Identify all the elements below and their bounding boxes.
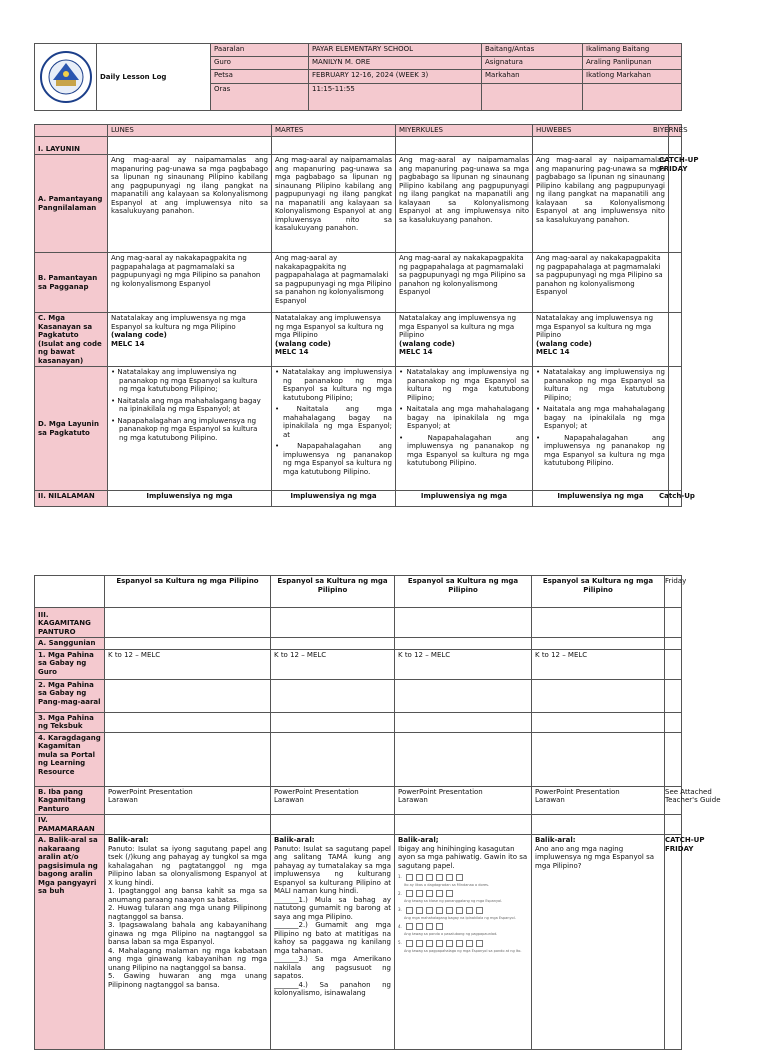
content-cell: Ang mag-aaral ay nakakapagpakita ng pagpapahalaga at pagmamalaki sa pagpupunyagi ng mga Pilipino sa panahon ng kolonyalismong Espanyol (533, 253, 669, 313)
puzzle-row: 1. (398, 873, 528, 882)
row-label: A. Balik-aral sa nakaraang aralin at/o pagsisimula ng bagong aralin Mga pangyayri sa buh (35, 835, 105, 1050)
content-cell: Ang mag-aaral ay naipamamalas ang mapanuring pag-unawa sa mga pagbabago sa lipunan ng sinaunang Pilipino kabilang ang pagpupunyagi ng ilang pangkat na mapanatili ang kalayaan sa Kolonyalismong Espanyol at ang impluwensya nito sa kasalukuyang panahon. (396, 155, 533, 253)
content-cell: K to 12 – MELC (271, 649, 395, 679)
row-label: B. Iba pang Kagamitang Panturo (35, 786, 105, 815)
list-item: • Naitatala ang mga mahahalagang bagay na ipinakilala ng mga Espanyol; at (399, 405, 529, 430)
catchup-cell: CATCH-UP FRIDAY (669, 155, 682, 253)
header-value: Araling Panlipunan (583, 57, 682, 70)
list-item: • Napapahalagahan ang impluwensya ng pananakop ng mga Espanyol sa kultura ng mga katutubong Pilipino. (536, 433, 665, 467)
section-title: I. LAYUNIN (35, 137, 108, 155)
content-cell: Espanyol sa Kultura ng mga Pilipino (395, 576, 532, 608)
day-header: LUNES (108, 125, 272, 137)
row-label: B. Pamantayan sa Pagganap (35, 253, 108, 313)
header-label: Guro (211, 57, 309, 70)
thursday-activity: Balik-aral: Ano ano ang mga naging impluwensya ng mga Espanyol sa mga Pilipino? (532, 835, 665, 1050)
section-title: III. KAGAMITANG PANTURO (35, 608, 105, 638)
content-cell (272, 367, 396, 491)
content-cell: Espanyol sa Kultura ng mga Pilipino (105, 576, 271, 608)
header-label (482, 83, 583, 110)
day-header: MIYERKULES (396, 125, 533, 137)
content-cell: Impluwensiya ng mga (272, 491, 396, 507)
list-item: • Natatalakay ang impluwensiya ng pananakop ng mga Espanyol sa kultura ng mga katutubong Pilipino; (111, 368, 258, 393)
content-cell: Ang mag-aaral ay naipamamalas ang mapanuring pag-unawa sa mga pagbabago sa lipunan ng sinaunang Pilipino kabilang ang pagpupunyagi ng ilang pangkat na mapanatili ang kalayaan sa Kolonyalismong Espanyol at ang impluwensya nito sa kasalukuyang panahon. (108, 155, 272, 253)
content-cell: PowerPoint Presentation Larawan (105, 786, 271, 815)
list-item: • Natatalakay ang impluwensiya ng pananakop ng mga Espanyol sa kultura ng mga katutubong Pilipino; (399, 368, 529, 402)
content-cell: Natatalakay ang impluwensya ng mga Espanyol sa kultura ng mga Pilipino (walang code) MELC 14 (272, 313, 396, 367)
row-label: D. Mga Layunin sa Pagkatuto (35, 367, 108, 491)
content-cell (533, 367, 669, 491)
day-header: HUWEBES (533, 125, 669, 137)
content-cell: Impluwensiya ng mga (108, 491, 272, 507)
catchup-cell: CATCH-UP FRIDAY (665, 835, 682, 1050)
header-value: MANILYN M. ORE (309, 57, 482, 70)
content-cell: Ang mag-aaral ay nakakapagpakita ng pagpapahalaga at pagmamalaki sa pagpupunyagi ng mga Pilipino sa panahon ng kolonyalismong Espanyol (108, 253, 272, 313)
header-label: Baitang/Antas (482, 44, 583, 57)
lesson-objectives-table: LUNES MARTES MIYERKULES HUWEBES BIYERNES I. LAYUNIN A. Pamantayang Pangnilalaman Ang mag-aaral ay naipamamalas ang mapanuring pag-unawa sa mga pagbabago sa lipunan ng sinaunang Pilipino kabilang ang pagpupunyagi ng ilang pangkat na mapanatili ang kalayaan sa Kolonyalismong Espanyol at ang impluwensya nito sa kasalukuyang panahon. Ang mag-aaral ay naipamamalas ang mapanuring pag-unawa sa mga pagbabago sa lipunan ng sinaunang Pilipino kabilang ang pagpupunyagi ng ilang pangkat na mapanatili ang kalayaan sa Kolonyalismong Espanyol at ang impluwensya nito sa kasalukuyang panahon. Ang mag-aaral ay naipamamalas ang mapanuring pag-unawa sa mga pagbabago sa lipunan ng sinaunang Pilipino kabilang ang pagpupunyagi ng ilang pangkat na mapanatili ang kalayaan sa Kolonyalismong Espanyol at ang impluwensya nito sa kasalukuyang panahon. Ang mag-aaral ay naipamamalas ang mapanuring pag-unawa sa mga pagbabago sa lipunan ng sinaunang Pilipino kabilang ang pagpupunyagi ng ilang pangkat na mapanatili ang kalayaan sa Kolonyalismong Espanyol at ang impluwensya nito sa kasalukuyang panahon. CATCH-UP FRIDAY B. Pamantayan sa Pagganap Ang mag-aaral ay nakakapagpakita ng pagpapahalaga at pagmamalaki sa pagpupunyagi ng mga Pilipino sa panahon ng kolonyalismong Espanyol Ang mag-aaral ay nakakapagpakita ng pagpapahalaga at pagmamalaki sa pagpupunyagi ng mga Pilipino sa panahon ng kolonyalismong Espanyol Ang mag-aaral ay nakakapagpakita ng pagpapahalaga at pagmamalaki sa pagpupunyagi ng mga Pilipino sa panahon ng kolonyalismong Espanyol Ang mag-aaral ay nakakapagpakita ng pagpapahalaga at pagmamalaki sa pagpupunyagi ng mga Pilipino sa panahon ng kolonyalismong Espanyol C. Mga Kasanayan sa Pagkatuto (Isulat ang code ng bawat kasanayan) Natatalakay ang impluwensya ng mga Espanyol sa kultura ng mga Pilipino (walang code) MELC 14 Natatalakay ang impluwensya ng mga Espanyol sa kultura ng mga Pilipino (walang code) MELC 14 Natatalakay ang impluwensya ng mga Espanyol sa kultura ng mga Pilipino (walang code) MELC 14 Natatalakay ang impluwensya ng mga Espanyol sa kultura ng mga Pilipino (walang code) MELC 14 D. Mga Layunin sa Pagkatuto • Natatalakay ang impluwensiya ng pananakop ng mga Espanyol sa kultura ng mga katutubong Pilipino; • Naitatala ang mga mahahalagang bagay na ipinakilala ng mga Espanyol; at • Napapahalagahan ang impluwensya ng pananakop ng mga Espanyol sa kultura ng mga katutubong Pilipino. • Natatalakay ang impluwensiya ng pananakop ng mga Espanyol sa kultura ng mga katutubong Pilipino; • Naitatala ang mga mahahalagang bagay na ipinakilala ng mga Espanyol; at • Napapahalagahan ang impluwensya ng pananakop ng mga Espanyol sa kultura ng mga katutubong Pilipino. • Natatalakay ang impluwensiya ng pananakop ng mga Espanyol sa kultura ng mga katutubong Pilipino; • Naitatala ang mga mahahalagang bagay na ipinakilala ng mga Espanyol; at • Napapahalagahan ang impluwensya ng pananakop ng mga Espanyol sa kultura ng mga katutubong Pilipino. • Natatalakay ang impluwensiya ng pananakop ng mga Espanyol sa kultura ng mga katutubong Pilipino; • Naitatala ang mga mahahalagang bagay na ipinakilala ng mga Espanyol; at • Napapahalagahan ang impluwensya ng pananakop ng mga Espanyol sa kultura ng mga katutubong Pilipino. II. NILALAMAN Impluwensiya ng mga Impluwensiya ng mga Impluwensiya ng mga Impluwensiya ng mga Catch-Up (34, 124, 682, 507)
list-item: • Naitatala ang mga mahahalagang bagay na ipinakilala ng mga Espanyol; at (111, 396, 261, 413)
content-cell: Ang mag-aaral ay nakakapagpakita ng pagpapahalaga at pagmamalaki sa pagpupunyagi ng mga Pilipino sa panahon ng kolonyalismong Espanyol (396, 253, 533, 313)
content-cell: Ang mag-aaral ay nakakapagpakita ng pagpapahalaga at pagmamalaki sa pagpupunyagi ng mga Pilipino sa panahon ng kolonyalismong Espanyol (272, 253, 396, 313)
content-cell (108, 367, 272, 491)
content-cell: Espanyol sa Kultura ng mga Pilipino (532, 576, 665, 608)
puzzle-row: 4. (398, 923, 528, 932)
list-item: • Naitatala ang mga mahahalagang bagay na ipinakilala ng mga Espanyol; at (536, 405, 665, 430)
day-header: BIYERNES (669, 125, 682, 137)
materials-procedure-table: Espanyol sa Kultura ng mga Pilipino Espanyol sa Kultura ng mga Pilipino Espanyol sa Kultura ng mga Pilipino Espanyol sa Kultura ng mga Pilipino Friday III. KAGAMITANG PANTURO A. Sanggunian 1. Mga Pahina sa Gabay ng Guro K to 12 – MELC K to 12 – MELC K to 12 – MELC K to 12 – MELC 2. Mga Pahina sa Gabay ng Pang-mag-aaral 3. Mga Pahina ng Teksbuk 4. Karagdagang Kagamitan mula sa Portal ng Learning Resource B. Iba pang Kagamitang Panturo PowerPoint Presentation Larawan PowerPoint Presentation Larawan PowerPoint Presentation Larawan PowerPoint Presentation Larawan See Attached Teacher's Guide IV. PAMAMARAAN A. Balik-aral sa nakaraang aralin at/o pagsisimula ng bagong aralin Mga pangyayri sa buh Balik-aral: Panuto: Isulat sa iyong sagutang papel ang tsek (/)kung ang pahayag ay tungkol sa mga kahalagahan ng pagtatanggol ng mga Pilipino laban sa olonyalismong Espanyol at X kung hindi. 1. Ipagtanggol ang bansa kahit sa mga sa anumang paraang naaayon sa batas. 2. Huwag tularan ang mga unang Pilipinong nagtanggol sa bansa. 3. Ipagsawalang bahala ang kabayanihang ginawa ng mga Pilipino na nagtanggol sa bansa laban sa mga Espanyol. 4. Mahalagang malaman ng mga kabataan ang mga ginawang kabayanihan ng mga unang Pilipino na nagtanggol sa bansa. 5. Gawing huwaran ang mga unang Pilipinong nagtanggol sa bansa. Balik-aral: Panuto: Isulat sa sagutang papel ang salitang TAMA kung ang pahayag ay tumatalakay sa mga impluwensya ng kulturang Espanyol sa kulturang Pilipino at MALI naman kung hindi. _______1.) Mula sa bahag ay natutong gumamit ng barong at saya ang mga Pilipino. _______2.) Gumamit ang mga Pilipino ng bato at matitigas na kahoy sa paggawa ng kanilang mga tahanan. _______3.) Sa mga Amerikano nakilala ang pagsusuot ng sapatos. _______4.) Sa panahon ng kolonyalismo, isinawalang Balik-aral; Ibigay ang hinihinging kasagutan ayon sa mga pahiwatig. Gawin ito sa sagutang papel. 1. Ito ay likas o dagdagradan sa Mindanao o dores. 2. Ang tawag sa klase ng pananggalang ng mga Espanyol. 3. Ang mga mahahalagang bagay na ipinakilala ng mga Espanyol. 4. Ang tawag sa pondo o pasalubong ng pagpapaunlad. 5. Ang tawag sa pagpapahalaga ng mga Espanyol sa pondo at ng Ito. Balik-aral: Ano ano ang mga naging impluwensya ng mga Espanyol sa mga Pilipino? CATCH-UP FRIDAY (34, 575, 682, 1050)
content-cell: PowerPoint Presentation Larawan (395, 786, 532, 815)
puzzle-row: 3. (398, 906, 528, 915)
list-item: • Naitatala ang mga mahahalagang bagay na ipinakilala ng mga Espanyol; at (275, 405, 392, 439)
corner-cell (35, 125, 108, 137)
deped-seal-icon (38, 45, 93, 109)
monday-activity: Balik-aral: Panuto: Isulat sa iyong sagutang papel ang tsek (/)kung ang pahayag ay tungkol sa mga kahalagahan ng pagtatanggol ng mga Pilipino laban sa olonyalismong Espanyol at X kung hindi. 1. Ipagtanggol ang bansa kahit sa mga sa anumang paraang naaayon sa batas. 2. Huwag tularan ang mga unang Pilipinong nagtanggol sa bansa. 3. Ipagsawalang bahala ang kabayanihang ginawa ng mga Pilipino na nagtanggol sa bansa laban sa mga Espanyol. 4. Mahalagang malaman ng mga kabataan ang mga ginawang kabayanihan ng mga unang Pilipino na nagtanggol sa bansa. 5. Gawing huwaran ang mga unang Pilipinong nagtanggol sa bansa. (105, 835, 271, 1050)
content-cell: K to 12 – MELC (532, 649, 665, 679)
content-cell: Espanyol sa Kultura ng mga Pilipino (271, 576, 395, 608)
content-cell (396, 367, 533, 491)
content-cell: Ang mag-aaral ay naipamamalas ang mapanuring pag-unawa sa mga pagbabago sa lipunan ng sinaunang Pilipino kabilang ang pagpupunyagi ng ilang pangkat na mapanatili ang kalayaan sa Kolonyalismong Espanyol at ang impluwensya nito sa kasalukuyang panahon. (272, 155, 396, 253)
row-label: C. Mga Kasanayan sa Pagkatuto (Isulat ang code ng bawat kasanayan) (35, 313, 108, 367)
row-label: A. Pamantayang Pangnilalaman (35, 155, 108, 253)
list-item: • Napapahalagahan ang impluwensya ng pananakop ng mga Espanyol sa kultura ng mga katutubong Pilipino. (399, 433, 529, 467)
list-item: • Natatalakay ang impluwensiya ng pananakop ng mga Espanyol sa kultura ng mga katutubong Pilipino; (275, 368, 392, 402)
header-value: Ikatlong Markahan (583, 70, 682, 83)
content-cell: PowerPoint Presentation Larawan (532, 786, 665, 815)
header-label: Oras (211, 83, 309, 110)
puzzle-row: 5. (398, 939, 528, 948)
header-value: Ikalimang Baitang (583, 44, 682, 57)
list-item: • Natatalakay ang impluwensiya ng pananakop ng mga Espanyol sa kultura ng mga katutubong Pilipino; (536, 368, 665, 402)
puzzle-row: 2. (398, 890, 528, 899)
content-cell: Ang mag-aaral ay naipamamalas ang mapanuring pag-unawa sa mga pagbabago sa lipunan ng sinaunang Pilipino kabilang ang pagpupunyagi ng ilang pangkat na mapanatili ang kalayaan sa Kolonyalismong Espanyol at ang impluwensya nito sa kasalukuyang panahon. (533, 155, 669, 253)
content-cell: Natatalakay ang impluwensya ng mga Espanyol sa kultura ng mga Pilipino (walang code) MELC 14 (533, 313, 669, 367)
header-table (34, 43, 682, 111)
content-cell: PowerPoint Presentation Larawan (271, 786, 395, 815)
header-value (583, 83, 682, 110)
row-label: 1. Mga Pahina sa Gabay ng Guro (35, 649, 105, 679)
header-label: Petsa (211, 70, 309, 83)
section-title: II. NILALAMAN (35, 491, 108, 507)
day-header: MARTES (272, 125, 396, 137)
header-label: Markahan (482, 70, 583, 83)
header-label: Asignatura (482, 57, 583, 70)
header-value: FEBRUARY 12-16, 2024 (WEEK 3) (309, 70, 482, 83)
list-item: • Napapahalagahan ang impluwensya ng pananakop ng mga Espanyol sa kultura ng mga katutubong Pilipino. (275, 442, 392, 476)
header-value: 11:15-11:55 (309, 83, 482, 110)
header-value: PAYAR ELEMENTARY SCHOOL (309, 44, 482, 57)
content-cell: Impluwensiya ng mga (396, 491, 533, 507)
page-title: Daily Lesson Log (97, 44, 211, 111)
row-label: 4. Karagdagang Kagamitan mula sa Portal ng Learning Resource (35, 732, 105, 786)
content-cell: Natatalakay ang impluwensya ng mga Espanyol sa kultura ng mga Pilipino (walang code) MELC 14 (396, 313, 533, 367)
content-cell: Natatalakay ang impluwensya ng mga Espanyol sa kultura ng mga Pilipino (walang code) MELC 14 (108, 313, 272, 367)
row-label: 2. Mga Pahina sa Gabay ng Pang-mag-aaral (35, 679, 105, 712)
header-label: Paaralan (211, 44, 309, 57)
row-label: 3. Mga Pahina ng Teksbuk (35, 712, 105, 732)
logo-cell (35, 44, 97, 111)
content-cell: K to 12 – MELC (395, 649, 532, 679)
content-cell: K to 12 – MELC (105, 649, 271, 679)
list-item: • Napapahalagahan ang impluwensya ng pananakop ng mga Espanyol sa kultura ng mga katutubong Pilipino. (111, 416, 258, 442)
tuesday-activity: Balik-aral: Panuto: Isulat sa sagutang papel ang salitang TAMA kung ang pahayag ay tumatalakay sa mga impluwensya ng kulturang Espanyol sa kulturang Pilipino at MALI naman kung hindi. _______1.) Mula sa bahag ay natutong gumamit ng barong at saya ang mga Pilipino. _______2.) Gumamit ang mga Pilipino ng bato at matitigas na kahoy sa paggawa ng kanilang mga tahanan. _______3.) Sa mga Amerikano nakilala ang pagsusuot ng sapatos. _______4.) Sa panahon ng kolonyalismo, isinawalang (271, 835, 395, 1050)
wednesday-activity: Balik-aral; Ibigay ang hinihinging kasagutan ayon sa mga pahiwatig. Gawin ito sa sagutang papel. 1. Ito ay likas o dagdagradan sa Mindanao o dores. 2. Ang tawag sa klase ng pananggalang ng mga Espanyol. 3. Ang mga mahahalagang bagay na ipinakilala ng mga Espanyol. 4. Ang tawag sa pondo o pasalubong ng pagpapaunlad. 5. Ang tawag sa pagpapahalaga ng mga Espanyol sa pondo at ng Ito. (395, 835, 532, 1050)
section-title: IV. PAMAMARAAN (35, 815, 105, 835)
content-cell: Impluwensiya ng mga (533, 491, 669, 507)
row-label: A. Sanggunian (35, 638, 105, 650)
